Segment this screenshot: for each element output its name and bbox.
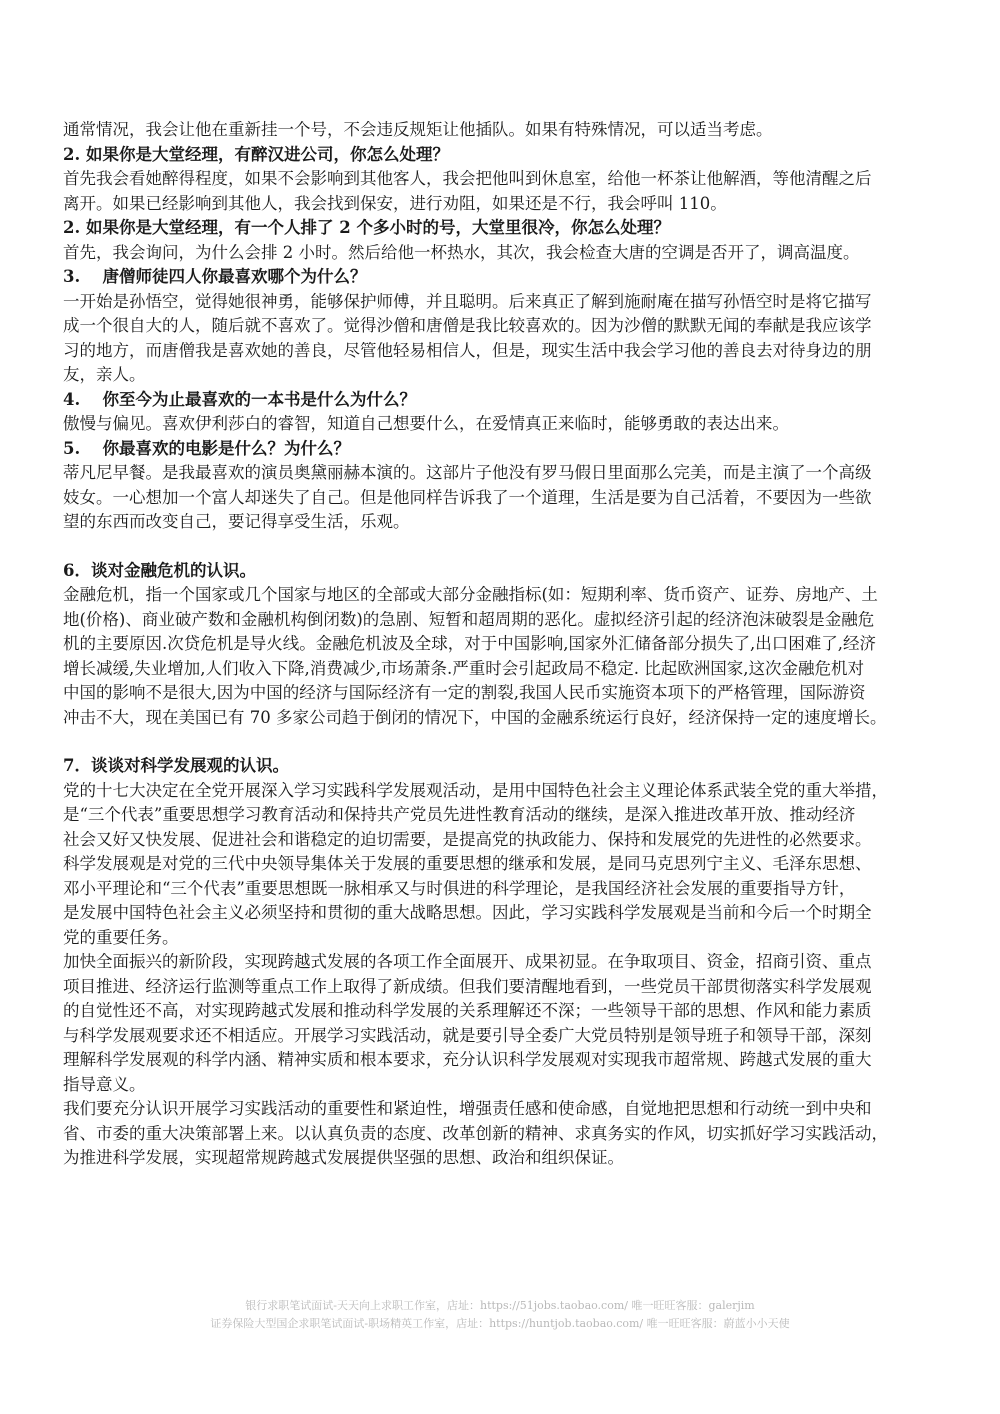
paragraph-line: 金融危机，指一个国家或几个国家与地区的全部或大部分金融指标(如：短期利率、货币资产、证券、房地产、土	[63, 585, 878, 604]
paragraph-line: 地(价格)、商业破产数和金融机构倒闭数)的急剧、短暂和超周期的恶化。虚拟经济引起的经济泡沫破裂是金融危	[63, 609, 875, 629]
section-heading: 6．谈对金融危机的认识。	[63, 560, 256, 580]
paragraph-line: 是“三个代表”重要思想学习教育活动和保持共产党员先进性教育活动的继续，是深入推进改革开放、推动经济	[63, 805, 856, 824]
question-heading: 4. 你至今为止最喜欢的一本书是什么为什么？	[63, 389, 416, 409]
paragraph-line: 傲慢与偏见。喜欢伊利莎白的睿智，知道自己想要什么，在爱情真正来临时，能够勇敢的表达出来。	[63, 414, 789, 433]
paragraph-line: 党的十七大决定在全党开展深入学习实践科学发展观活动，是用中国特色社会主义理论体系武装全党的重大举措，	[63, 780, 888, 800]
paragraph-line: 理解科学发展观的科学内涵、精神实质和根本要求，充分认识科学发展观对实现我市超常规、跨越式发展的重大	[63, 1050, 872, 1069]
paragraph-line: 首先，我会询问，为什么会排 2 小时。然后给他一杯热水，其次，我会检查大唐的空调是否开了，调高温度。	[63, 242, 860, 262]
footer-line-1: 银行求职笔试面试-天天向上求职工作室，店址：https://51jobs.taobao.com/ 唯一旺旺客服：galerjim	[245, 1299, 755, 1312]
paragraph-line: 党的重要任务。	[63, 927, 179, 947]
paragraph-line: 是发展中国特色社会主义必须坚持和贯彻的重大战略思想。因此，学习实践科学发展观是当前和今后一个时期全	[63, 903, 872, 922]
section-heading: 7．谈谈对科学发展观的认识。	[63, 756, 289, 775]
paragraph-line: 冲击不大，现在美国已有 70 多家公司趋于倒闭的情况下，中国的金融系统运行良好，经济保持一定的速度增长。	[63, 707, 887, 727]
paragraph-line: 为推进科学发展，实现超常规跨越式发展提供坚强的思想、政治和组织保证。	[63, 1148, 624, 1167]
question-heading: 3. 唐僧师徒四人你最喜欢哪个为什么？	[63, 267, 367, 286]
document-body	[63, 118, 943, 1171]
paragraph-line: 增长减缓,失业增加,人们收入下降,消费减少,市场萧条.严重时会引起政局不稳定. 比起欧洲国家,这次金融危机对	[63, 658, 864, 678]
paragraph-line: 邓小平理论和“三个代表”重要思想既一脉相承又与时俱进的科学理论，是我国经济社会发展的重要指导方针，	[63, 878, 856, 898]
paragraph-line: 离开。如果已经影响到其他人，我会找到保安，进行劝阻，如果还是不行，我会呼叫 110。	[63, 193, 727, 213]
question-heading: 2. 如果你是大堂经理，有醉汉进公司，你怎么处理？	[63, 144, 449, 164]
paragraph-line: 习的地方，而唐僧我是喜欢她的善良，尽管他轻易相信人，但是，现实生活中我会学习他的善良去对待身边的朋	[63, 340, 872, 360]
paragraph-line: 与科学发展观要求还不相适应。开展学习实践活动，就是要引导全委广大党员特别是领导班子和领导干部，深刻	[63, 1025, 872, 1045]
paragraph-line: 望的东西而改变自己，要记得享受生活，乐观。	[63, 512, 410, 531]
paragraph-line: 加快全面振兴的新阶段，实现跨越式发展的各项工作全面展开、成果初显。在争取项目、资金，招商引资、重点	[63, 952, 872, 971]
footer-line-2: 证券保险大型国企求职笔试面试-职场精英工作室，店址：https://huntjob.taobao.com/ 唯一旺旺客服：蔚蓝小小天使	[210, 1317, 790, 1330]
paragraph-line: 妓女。一心想加一个富人却迷失了自己。但是他同样告诉我了一个道理，生活是要为自己活着，不要因为一些欲	[63, 487, 872, 507]
question-heading: 5. 你最喜欢的电影是什么？为什么？	[63, 438, 350, 458]
paragraph-line: 项目推进、经济运行监测等重点工作上取得了新成绩。但我们要清醒地看到，一些党员干部贯彻落实科学发展观	[63, 976, 872, 996]
paragraph-line: 科学发展观是对党的三代中央领导集体关于发展的重要思想的继承和发展，是同马克思列宁主义、毛泽东思想、	[63, 854, 872, 873]
paragraph-line: 中国的影响不是很大,因为中国的经济与国际经济有一定的割裂,我国人民币实施资本项下的严格管理，国际游资	[63, 683, 866, 702]
paragraph-line: 首先我会看她醉得程度，如果不会影响到其他客人，我会把他叫到休息室，给他一杯茶让他解酒，等他清醒之后	[63, 169, 872, 188]
paragraph-line: 省、市委的重大决策部署上来。以认真负责的态度、改革创新的精神、求真务实的作风，切实抓好学习实践活动，	[63, 1123, 888, 1143]
paragraph-line: 蒂凡尼早餐。是我最喜欢的演员奥黛丽赫本演的。这部片子他没有罗马假日里面那么完美，而是主演了一个高级	[63, 463, 872, 482]
paragraph-line: 成一个很自大的人，随后就不喜欢了。觉得沙僧和唐僧是我比较喜欢的。因为沙僧的默默无闻的奉献是我应该学	[63, 316, 872, 335]
paragraph-line: 通常情况，我会让他在重新挂一个号，不会违反规矩让他插队。如果有特殊情况，可以适当考虑。	[63, 120, 773, 139]
paragraph-line: 友，亲人。	[63, 365, 146, 384]
paragraph-line: 我们要充分认识开展学习实践活动的重要性和紧迫性，增强责任感和使命感，自觉地把思想和行动统一到中央和	[63, 1099, 872, 1118]
paragraph-line: 指导意义。	[63, 1074, 146, 1094]
paragraph-line: 的自觉性还不高，对实现跨越式发展和推动科学发展的关系理解还不深；一些领导干部的思想、作风和能力素质	[63, 1001, 872, 1020]
paragraph-line: 一开始是孙悟空，觉得她很神勇，能够保护师傅，并且聪明。后来真正了解到施耐庵在描写孙悟空时是将它描写	[63, 291, 872, 311]
paragraph-line: 机的主要原因.次贷危机是导火线。金融危机波及全球，对于中国影响,国家外汇储备部分损失了,出口困难了,经济	[63, 634, 876, 653]
paragraph-line: 社会又好又快发展、促进社会和谐稳定的迫切需要，是提高党的执政能力、保持和发展党的先进性的必然要求。	[63, 829, 872, 849]
question-heading: 2. 如果你是大堂经理，有一个人排了 2 个多小时的号，大堂里很冷，你怎么处理？	[63, 218, 670, 237]
